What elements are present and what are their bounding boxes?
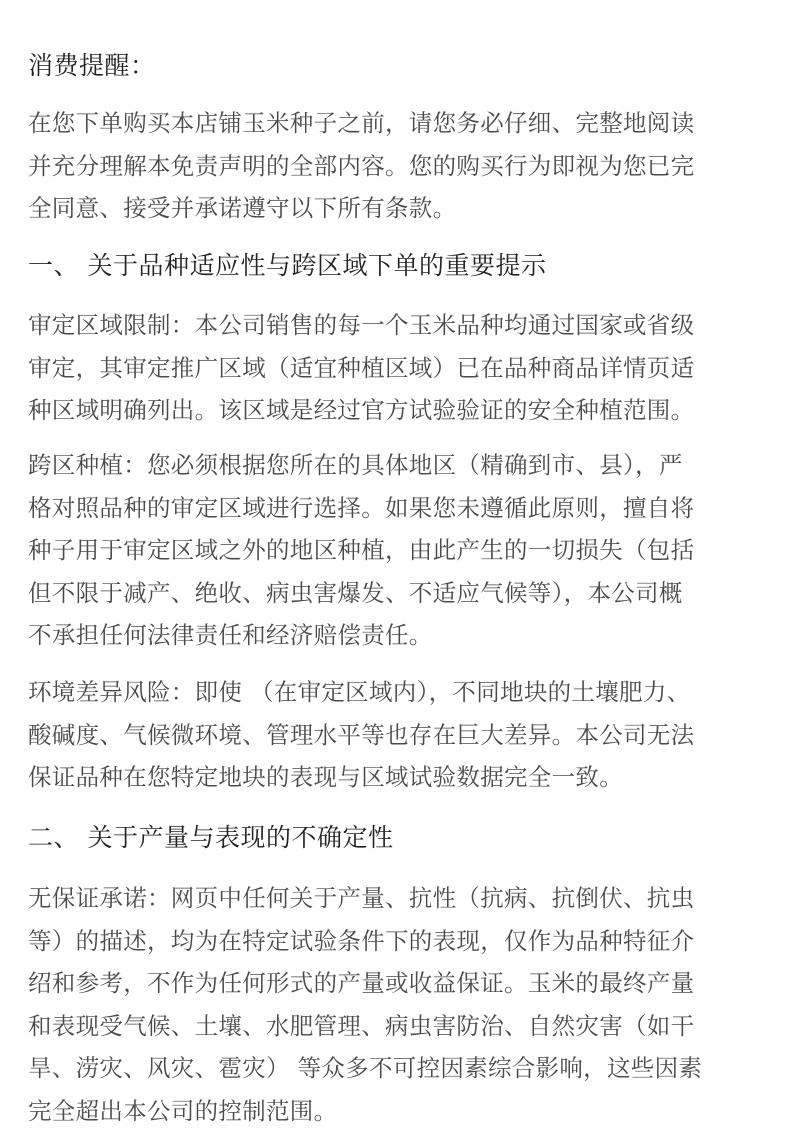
text-line: 和表现受气候、土壤、水肥管理、病虫害防治、自然灾害（如干 bbox=[28, 1011, 695, 1040]
text-line: 无保证承诺：网页中任何关于产量、抗性（抗病、抗倒伏、抗虫 bbox=[28, 884, 695, 912]
page-title: 消费提醒： bbox=[28, 51, 156, 80]
text-line: 完全超出本公司的控制范围。 bbox=[28, 1096, 338, 1125]
text-line: 全同意、接受并承诺遵守以下所有条款。 bbox=[28, 194, 457, 222]
intro-paragraph bbox=[28, 102, 764, 230]
text-line: 旱、涝灾、风灾、雹灾） 等众多不可控因素综合影响，这些因素 bbox=[28, 1054, 703, 1082]
text-line: 审定，其审定推广区域（适宜种植区域）已在品种商品详情页适 bbox=[28, 353, 695, 382]
text-line: 种子用于审定区域之外的地区种植，由此产生的一切损失（包括 bbox=[28, 536, 695, 564]
text-line: 跨区种植：您必须根据您所在的具体地区（精确到市、县），严 bbox=[28, 451, 683, 479]
text-line: 等）的描述，均为在特定试验条件下的表现，仅作为品种特征介 bbox=[28, 926, 695, 955]
text-line: 审定区域限制：本公司销售的每一个玉米品种均通过国家或省级 bbox=[28, 311, 695, 339]
section-heading-1: 一、 关于品种适应性与跨区域下单的重要提示 bbox=[28, 251, 547, 280]
text-line: 格对照品种的审定区域进行选择。如果您未遵循此原则，擅自将 bbox=[28, 493, 695, 522]
text-line: 但不限于减产、绝收、病虫害爆发、不适应气候等），本公司概 bbox=[28, 578, 683, 607]
text-line: 在您下单购买本店铺玉米种子之前，请您务必仔细、完整地阅读 bbox=[28, 109, 695, 137]
text-line: 不承担任何法律责任和经济赔偿责任。 bbox=[28, 621, 433, 649]
text-line: 保证品种在您特定地块的表现与区域试验数据完全一致。 bbox=[28, 763, 623, 791]
section2-paragraph-no-guarantee bbox=[28, 877, 764, 1132]
text-line: 酸碱度、气候微环境、管理水平等也存在巨大差异。本公司无法 bbox=[28, 720, 695, 749]
section1-paragraph-region bbox=[28, 304, 764, 432]
text-line: 种区域明确列出。该区域是经过官方试验验证的安全种植范围。 bbox=[28, 396, 695, 424]
text-line: 并充分理解本免责声明的全部内容。您的购买行为即视为您已完 bbox=[28, 151, 695, 180]
text-line: 绍和参考，不作为任何形式的产量或收益保证。玉米的最终产量 bbox=[28, 969, 695, 997]
text-line: 环境差异风险：即使 （在审定区域内），不同地块的土壤肥力、 bbox=[28, 678, 691, 706]
section1-paragraph-cross-region bbox=[28, 444, 764, 657]
section-heading-2: 二、 关于产量与表现的不确定性 bbox=[28, 823, 394, 852]
section1-paragraph-environment bbox=[28, 671, 764, 799]
